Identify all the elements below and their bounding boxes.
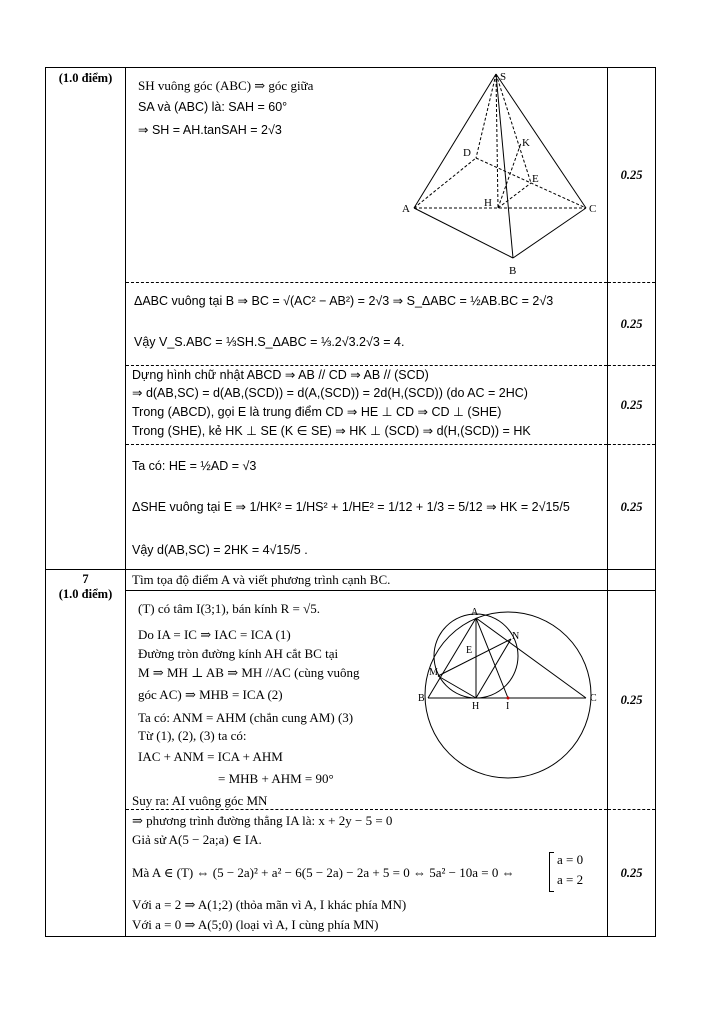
fig1-label-c: C (589, 203, 597, 215)
fig1-label-b: B (509, 265, 517, 277)
r6-l7: Từ (1), (2), (3) ta có: (138, 728, 247, 743)
fig2-label-h: H (472, 701, 480, 712)
r7-l4: Với a = 2 ⇒ A(1;2) (thỏa mãn vì A, I khác phía MN) (132, 897, 407, 912)
fig2-label-b: B (418, 693, 425, 704)
r6-l10: Suy ra: AI vuông góc MN (132, 793, 268, 808)
r7-case2: a = 2 (557, 872, 584, 887)
r7-l2: Giả sử A(5 − 2a;a) ∈ IA. (132, 832, 262, 847)
case-bracket (549, 852, 554, 892)
r1-line3: ⇒ SH = AH.tanSAH = 2√3 (138, 123, 282, 137)
r2-content (126, 283, 608, 366)
r7-l3: Mà A ∈ (T) ⇔ (5 − 2a)² + a² − 6(5 − 2a) − 2a + 5 = 0 ⇔ 5a² − 10a = 0 ⇔ (132, 865, 515, 880)
fig1-label-k: K (522, 137, 530, 149)
fig2-label-m: M (429, 667, 438, 678)
r6-l9: = MHB + AHM = 90° (218, 771, 334, 786)
fig2-label-e: E (466, 645, 473, 656)
r3-line2: ⇒ d(AB,SC) = d(AB,(SCD)) = d(A,(SCD)) = 2d(H,(SCD)) (do AC = 2HC) (132, 386, 528, 400)
problem-7-label-cell (46, 570, 126, 937)
r2-line2: Vậy V_S.ABC = ⅓SH.S_ΔABC = ⅓.2√3.2√3 = 4. (134, 335, 405, 349)
fig1-label-h: H (484, 197, 492, 209)
r1-score: 0.25 (608, 68, 656, 283)
r5-content (126, 570, 608, 591)
fig2-label-n: N (512, 631, 520, 642)
r3-content (126, 366, 608, 445)
r7-score: 0.25 (608, 810, 656, 937)
r7-case1: a = 0 (557, 852, 584, 867)
r6-l4: M ⇒ MH ⊥ AB ⇒ MH //AC (cùng vuông (138, 665, 360, 680)
fig2-label-a: A (471, 607, 479, 618)
r7-l1: ⇒ phương trình đường thẳng IA là: x + 2y − 5 = 0 (132, 813, 393, 828)
r1-content (126, 68, 608, 283)
r6-l2: Do IA = IC ⇒ IAC = ICA (1) (138, 627, 291, 642)
r3-score: 0.25 (608, 366, 656, 445)
r1-line1: SH vuông góc (ABC) ⇒ góc giữa (138, 78, 314, 93)
r6-content (126, 591, 608, 810)
r2-score: 0.25 (608, 283, 656, 366)
r3-line1: Dựng hình chữ nhật ABCD ⇒ AB // CD ⇒ AB // (SCD) (132, 368, 429, 382)
problem-6-label-cell (46, 68, 126, 570)
problem-6-points: (1.0 điểm) (58, 71, 113, 85)
r4-line1: Ta có: HE = ½AD = √3 (132, 459, 257, 473)
r6-l6: Ta có: ANM = AHM (chắn cung AM) (3) (138, 710, 354, 725)
problem-7-points: (1.0 điểm) (58, 587, 113, 601)
fig1-label-a: A (402, 203, 410, 215)
r4-score: 0.25 (608, 445, 656, 570)
r4-line3: Vậy d(AB,SC) = 2HK = 4√15/5 . (132, 543, 308, 557)
r6-l8: IAC + ANM = ICA + AHM (138, 749, 283, 764)
r3-line3: Trong (ABCD), gọi E là trung điểm CD ⇒ HE ⊥ CD ⇒ CD ⊥ (SHE) (132, 405, 502, 419)
problem-7-title: Tìm tọa độ điểm A và viết phương trình cạnh BC. (132, 572, 391, 587)
r5-score-empty (608, 570, 656, 591)
r2-line1: ΔABC vuông tại B ⇒ BC = √(AC² − AB²) = 2√3 ⇒ S_ΔABC = ½AB.BC = 2√3 (134, 294, 554, 308)
r6-l5: góc AC) ⇒ MHB = ICA (2) (138, 687, 283, 702)
solution-table (45, 67, 656, 937)
fig1-label-s: S (500, 71, 507, 83)
r1-line2: SA và (ABC) là: SAH = 60° (138, 100, 288, 114)
r7-content (126, 810, 608, 937)
r6-score: 0.25 (608, 591, 656, 810)
r4-line2: ΔSHE vuông tại E ⇒ 1/HK² = 1/HS² + 1/HE² = 1/12 + 1/3 = 5/12 ⇒ HK = 2√15/5 (132, 500, 570, 514)
pyramid-figure (126, 68, 606, 282)
problem-7-number: 7 (82, 572, 89, 586)
fig1-label-d: D (463, 147, 471, 159)
r4-content (126, 445, 608, 570)
fig1-label-e: E (532, 173, 539, 185)
fig2-label-i: I (506, 701, 510, 712)
circle-figure (126, 591, 606, 809)
r6-l3: Đường tròn đường kính AH cắt BC tại (138, 646, 339, 661)
r6-l1: (T) có tâm I(3;1), bán kính R = √5. (138, 601, 320, 616)
fig2-label-c: C (590, 693, 597, 704)
r3-line4: Trong (SHE), kẻ HK ⊥ SE (K ∈ SE) ⇒ HK ⊥ (SCD) ⇒ d(H,(SCD)) = HK (132, 424, 531, 438)
r7-l5: Với a = 0 ⇒ A(5;0) (loại vì A, I cùng phía MN) (132, 917, 379, 932)
